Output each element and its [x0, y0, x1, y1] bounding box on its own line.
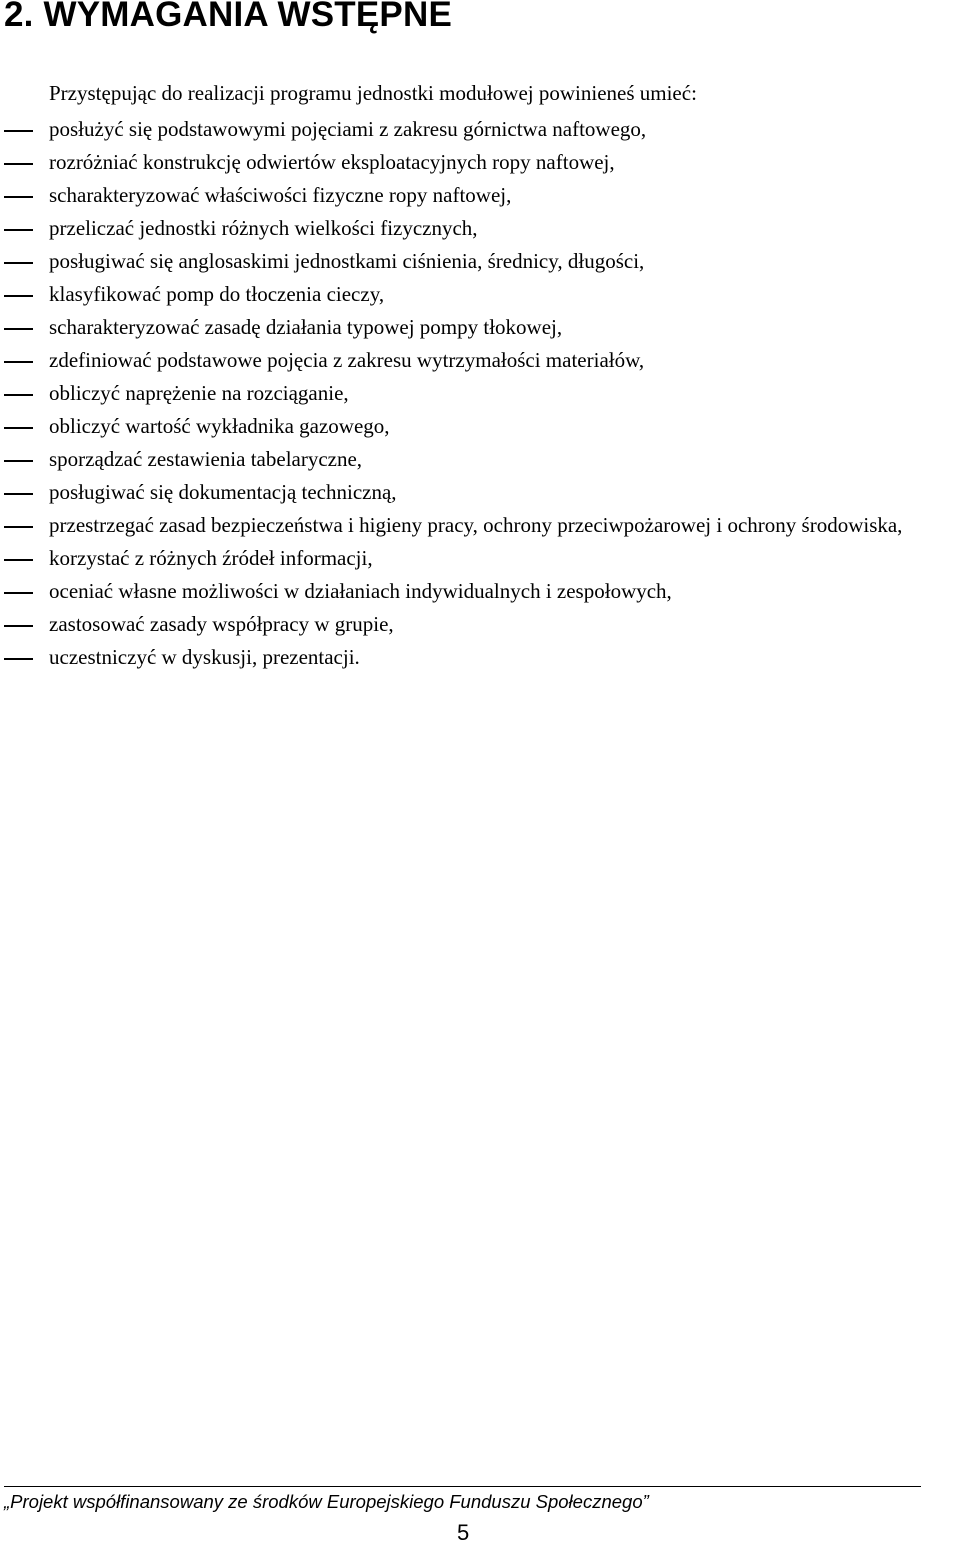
- list-item: [0, 245, 960, 278]
- list-item: [0, 410, 960, 443]
- list-item: [0, 542, 960, 575]
- list-item: [0, 212, 960, 245]
- list-item: [0, 146, 960, 179]
- list-item: [0, 608, 960, 641]
- list-item: [0, 476, 960, 509]
- list-item: [0, 113, 960, 146]
- dash-bullet-icon: [4, 559, 33, 561]
- dash-bullet-icon: [4, 658, 33, 660]
- dash-bullet-icon: [4, 196, 33, 198]
- list-item-text: scharakteryzować właściwości fizyczne ropy naftowej,: [49, 183, 512, 207]
- list-item-text: posługiwać się anglosaskimi jednostkami ciśnienia, średnicy, długości,: [49, 249, 645, 273]
- dash-bullet-icon: [4, 295, 33, 297]
- list-item: [0, 311, 960, 344]
- list-item: [0, 179, 960, 212]
- dash-bullet-icon: [4, 262, 33, 264]
- footer-project-note: „Projekt współfinansowany ze środków Europejskiego Funduszu Społecznego”: [4, 1491, 649, 1512]
- list-item-text: posługiwać się dokumentacją techniczną,: [49, 480, 397, 504]
- list-item-text: przestrzegać zasad bezpieczeństwa i higieny pracy, ochrony przeciwpożarowej i ochrony środowiska,: [49, 513, 903, 537]
- list-item-text: scharakteryzować zasadę działania typowej pompy tłokowej,: [49, 315, 563, 339]
- page-number: 5: [457, 1520, 470, 1545]
- list-item-text: posłużyć się podstawowymi pojęciami z zakresu górnictwa naftowego,: [49, 117, 647, 141]
- list-item-text: przeliczać jednostki różnych wielkości fizycznych,: [49, 216, 478, 240]
- footer-divider: [4, 1486, 921, 1487]
- list-item-text: sporządzać zestawienia tabelaryczne,: [49, 447, 363, 471]
- list-item: [0, 509, 960, 542]
- dash-bullet-icon: [4, 229, 33, 231]
- list-item: [0, 278, 960, 311]
- list-item: [0, 344, 960, 377]
- dash-bullet-icon: [4, 493, 33, 495]
- list-item-text: zastosować zasady współpracy w grupie,: [49, 612, 394, 636]
- section-heading: 2. WYMAGANIA WSTĘPNE: [4, 0, 452, 34]
- dash-bullet-icon: [4, 328, 33, 330]
- list-item-text: rozróżniać konstrukcję odwiertów eksploatacyjnych ropy naftowej,: [49, 150, 615, 174]
- list-item-text: uczestniczyć w dyskusji, prezentacji.: [49, 645, 360, 669]
- list-item-text: klasyfikować pomp do tłoczenia cieczy,: [49, 282, 385, 306]
- list-item: [0, 443, 960, 476]
- dash-bullet-icon: [4, 526, 33, 528]
- list-item: [0, 575, 960, 608]
- list-item-text: zdefiniować podstawowe pojęcia z zakresu wytrzymałości materiałów,: [49, 348, 645, 372]
- dash-bullet-icon: [4, 625, 33, 627]
- list-item-text: korzystać z różnych źródeł informacji,: [49, 546, 373, 570]
- dash-bullet-icon: [4, 427, 33, 429]
- intro-text: Przystępując do realizacji programu jednostki modułowej powinieneś umieć:: [49, 81, 697, 105]
- requirements-list: [0, 113, 960, 674]
- dash-bullet-icon: [4, 361, 33, 363]
- list-item-text: obliczyć wartość wykładnika gazowego,: [49, 414, 390, 438]
- list-item: [0, 377, 960, 410]
- dash-bullet-icon: [4, 130, 33, 132]
- list-item: [0, 641, 960, 674]
- list-item-text: obliczyć naprężenie na rozciąganie,: [49, 381, 349, 405]
- dash-bullet-icon: [4, 592, 33, 594]
- list-item-text: oceniać własne możliwości w działaniach indywidualnych i zespołowych,: [49, 579, 672, 603]
- dash-bullet-icon: [4, 394, 33, 396]
- dash-bullet-icon: [4, 163, 33, 165]
- dash-bullet-icon: [4, 460, 33, 462]
